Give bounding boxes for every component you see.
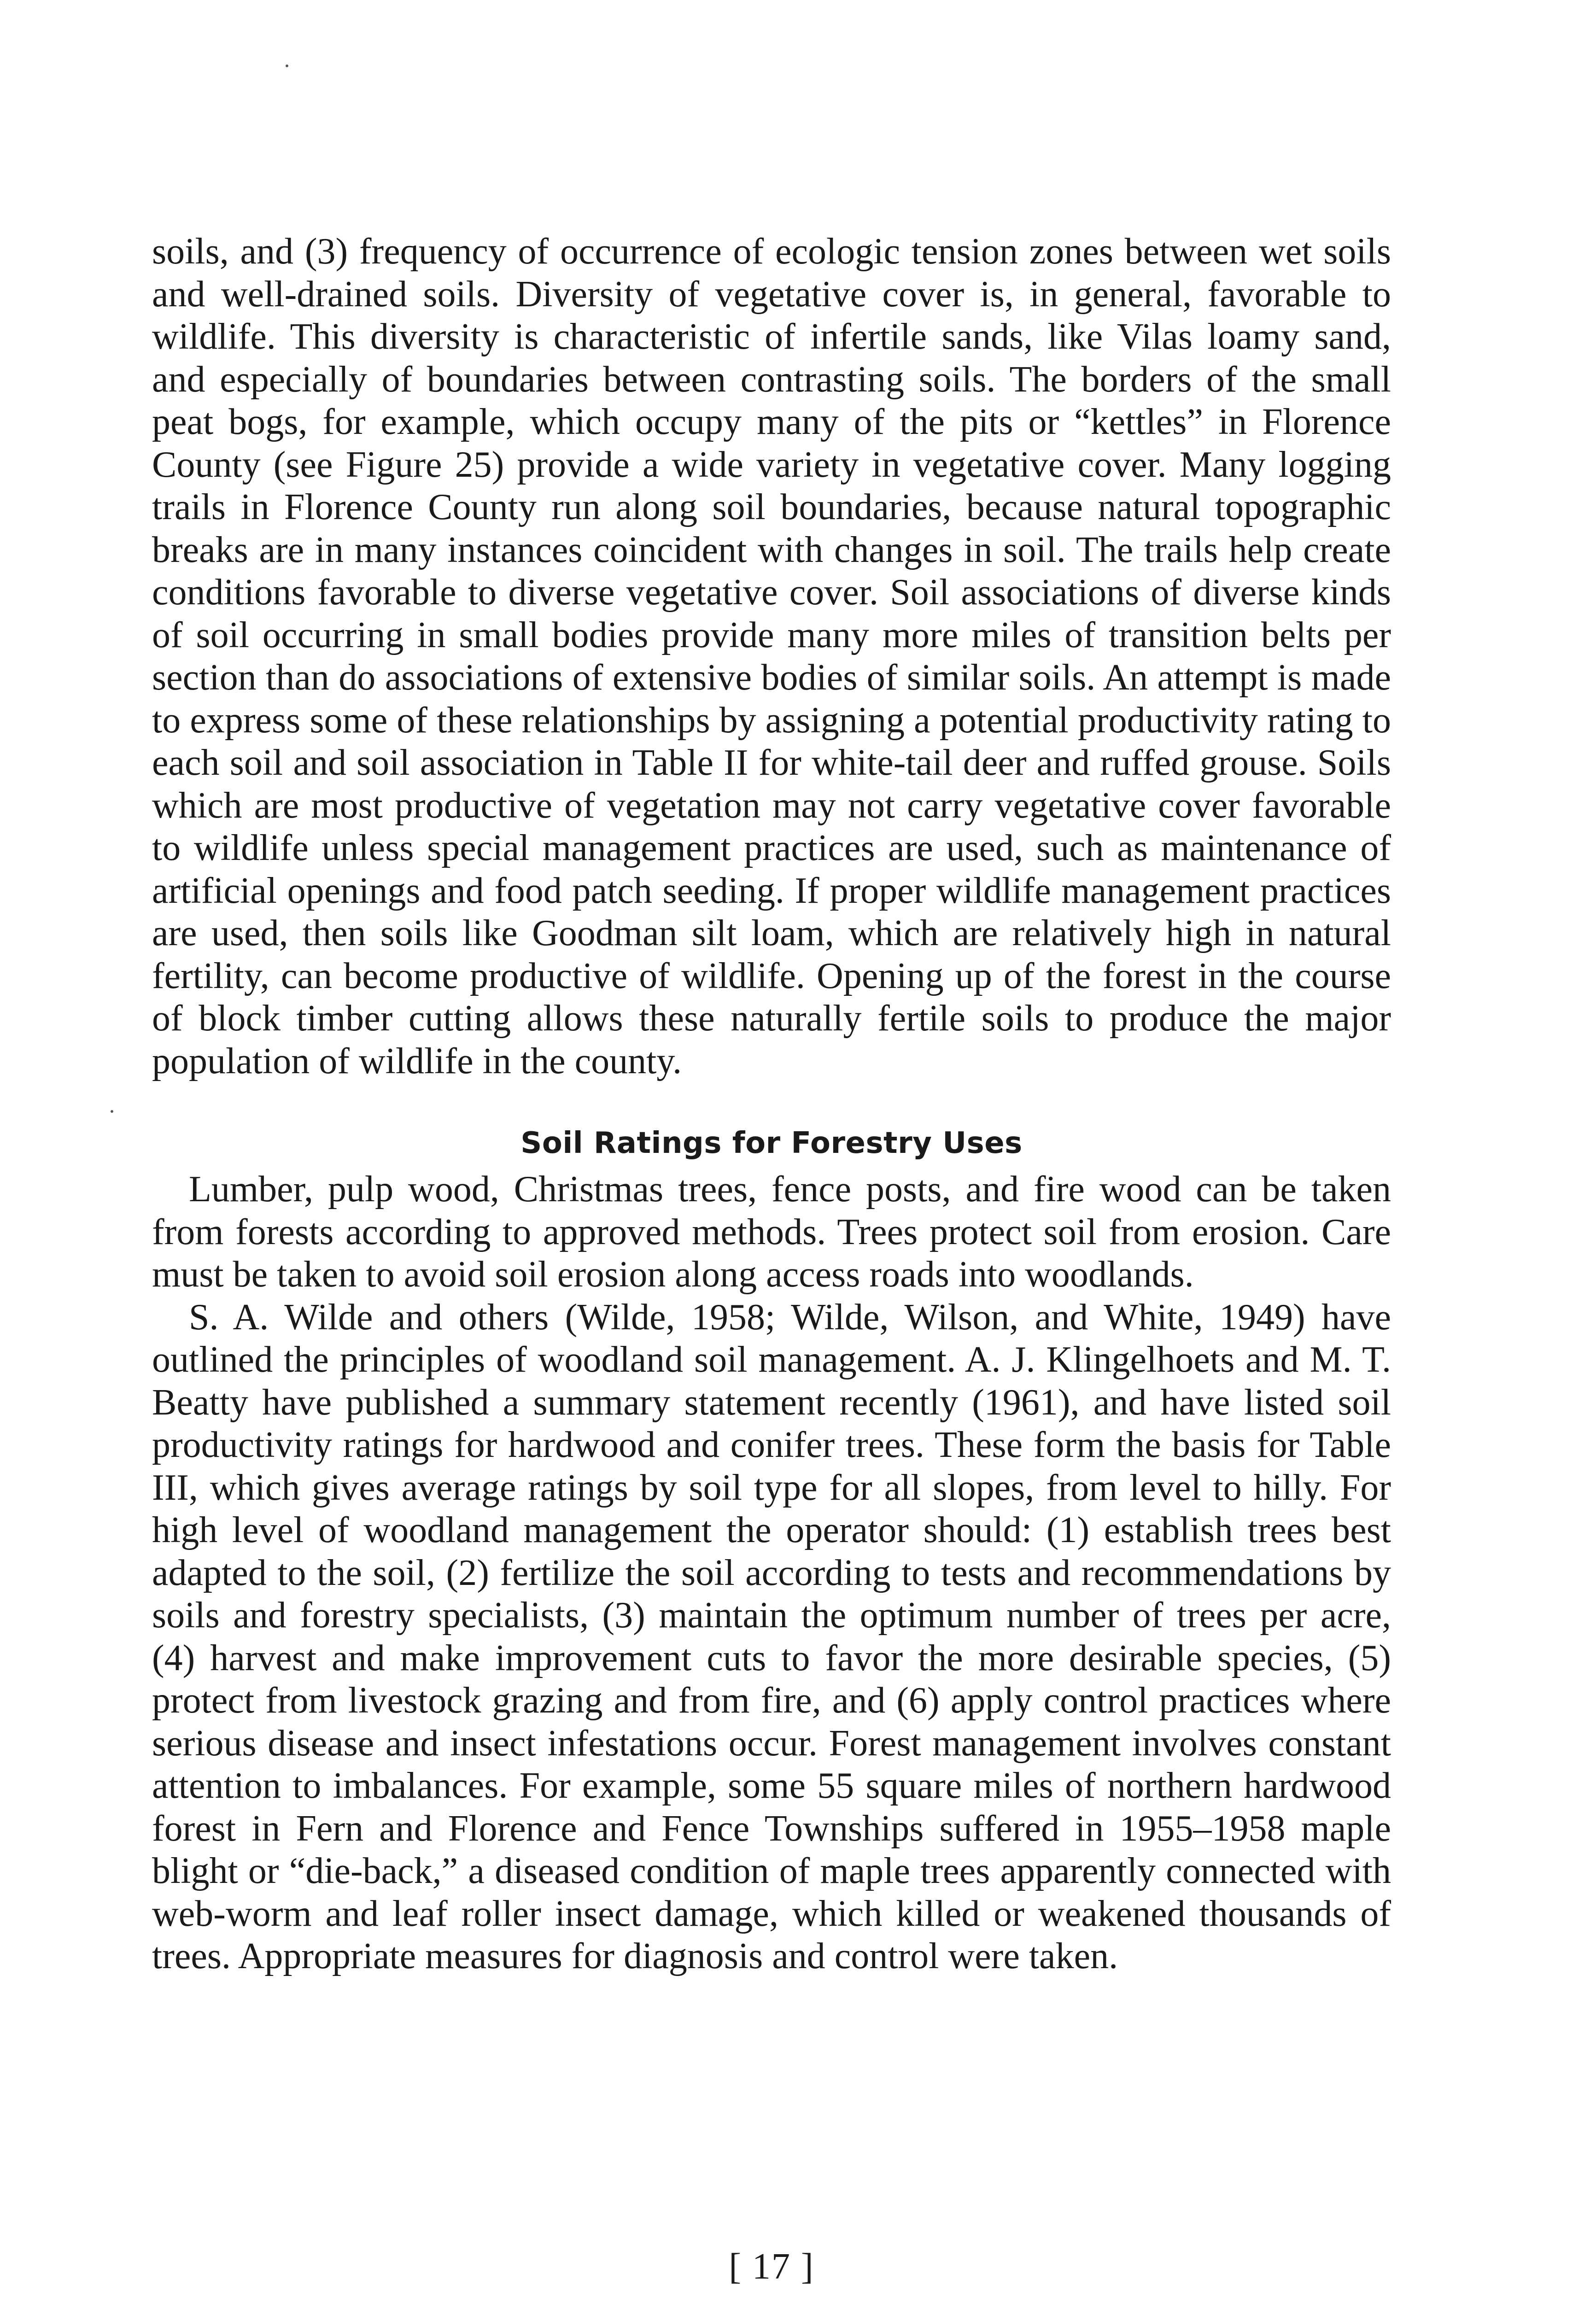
- page-body: [152, 230, 1391, 2303]
- wilde-paragraph: S. A. Wilde and others (Wilde, 1958; Wilde, Wilson, and White, 1949) have outlined the principles of woodland soil management. A. J. Klingelhoets and M. T. Beatty have published a summary statement recently (1961), and have listed soil productivity ratings for hardwood and conifer trees. These form the basis for Table III, which gives average ratings by soil type for all slopes, from level to hilly. For high level of woodland management the operator should: (1) establish trees best adapted to the soil, (2) fertilize the soil according to tests and recommendations by soils and forestry specialists, (3) maintain the optimum number of trees per acre, (4) harvest and make improvement cuts to favor the more desirable species, (5) protect from livestock grazing and from fire, and (6) apply control practices where serious disease and insect infestations occur. Forest management involves constant attention to imbalances. For example, some 55 square miles of northern hardwood forest in Fern and Florence and Fence Townships suffered in 1955–1958 maple blight or “die-back,” a diseased condition of maple trees apparently connected with web-worm and leaf roller insect damage, which killed or weakened thousands of trees. Appropriate measures for diagnosis and control were taken.: [152, 1297, 1391, 1976]
- page-number: [ 17 ]: [729, 2246, 814, 2287]
- wildlife-continuation-paragraph: soils, and (3) frequency of occurrence of ecologic tension zones between wet soils and well-drained soils. Diversity of vegetative cover is, in general, favorable to wildlife. This diversity is characteristic of infertile sands, like Vilas loamy sand, and especially of boundaries between contrasting soils. The borders of the small peat bogs, for example, which occupy many of the pits or “kettles” in Florence County (see Figure 25) provide a wide variety in vegetative cover. Many logging trails in Florence County run along soil boundaries, because natural topographic breaks are in many instances coincident with changes in soil. The trails help create conditions favorable to diverse vegetative cover. Soil associations of diverse kinds of soil occurring in small bodies provide many more miles of transition belts per section than do associations of extensive bodies of similar soils. An attempt is made to express some of these relationships by assigning a potential productivity rating to each soil and soil association in Table II for white-tail deer and ruffed grouse. Soils which are most productive of vegetation may not carry vegetative cover favorable to wildlife unless special management practices are used, such as maintenance of artificial openings and food patch seeding. If proper wildlife management practices are used, then soils like Goodman silt loam, which are relatively high in natural fertility, can become productive of wildlife. Opening up of the forest in the course of block timber cutting allows these naturally fertile soils to produce the major population of wildlife in the county.: [152, 231, 1391, 1081]
- forestry-intro-paragraph: Lumber, pulp wood, Christmas trees, fence posts, and fire wood can be taken from forests according to approved methods. Trees protect soil from erosion. Care must be taken to avoid soil erosion along access roads into woodlands.: [152, 1169, 1391, 1295]
- scan-speck: [111, 1110, 113, 1113]
- section-heading: Soil Ratings for Forestry Uses: [520, 1126, 1023, 1160]
- scan-speck: [286, 64, 288, 67]
- spacer: [152, 1082, 1391, 1122]
- spacer: [152, 1164, 1391, 1168]
